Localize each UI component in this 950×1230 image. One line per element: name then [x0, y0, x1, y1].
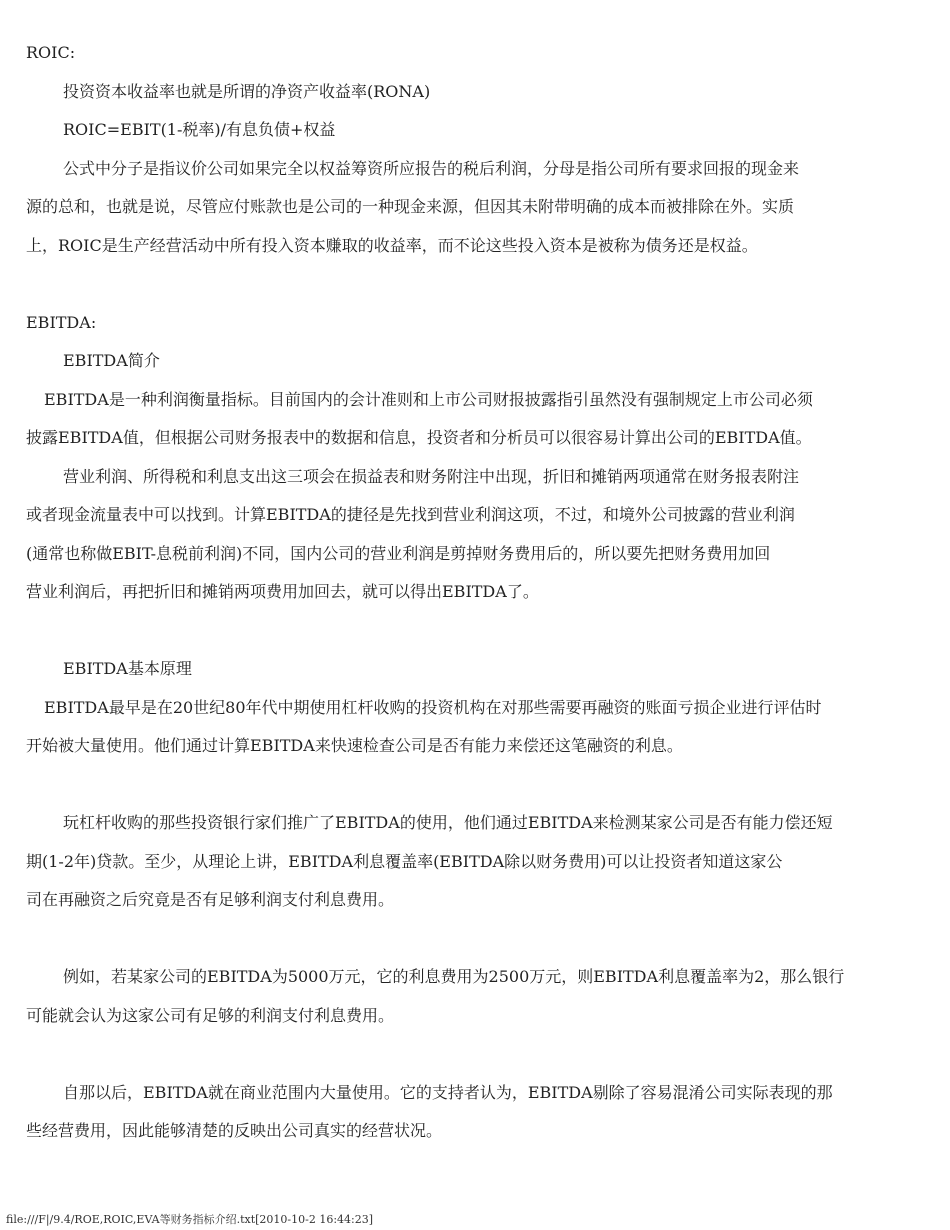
ebitda-principle-line: EBITDA最早是在20世纪80年代中期使用杠杆收购的投资机构在对那些需要再融资的账面亏损企业进行评估时 [44, 697, 822, 717]
ebitda-intro-line: 披露EBITDA值，但根据公司财务报表中的数据和信息，投资者和分析员可以很容易计算出公司的EBITDA值。 [26, 428, 812, 447]
roic-explanation-line: 源的总和，也就是说，尽管应付账款也是公司的一种现金来源，但因其未附带明确的成本而被排除在外。实质 [26, 197, 795, 216]
blank-line [26, 265, 920, 304]
roic-formula: ROIC=EBIT(1-税率)/有息负债+权益 [63, 120, 336, 139]
roic-explanation-line: 公式中分子是指议价公司如果完全以权益筹资所应报告的税后利润，分母是指公司所有要求回报的现金来 [63, 158, 800, 178]
ebitda-heading: EBITDA: [26, 312, 97, 332]
ebitda-principle-title: EBITDA基本原理 [63, 659, 192, 678]
ebitda-intro-line: EBITDA是一种利润衡量指标。目前国内的会计准则和上市公司财报披露指引虽然没有强制规定上市公司必须 [44, 389, 813, 409]
ebitda-calc-line: 营业利润后，再把折旧和摊销两项费用加回去，就可以得出EBITDA了。 [26, 582, 539, 601]
roic-explanation-line: 上，ROIC是生产经营活动中所有投入资本赚取的收益率，而不论这些投入资本是被称为债务还是权益。 [26, 235, 758, 255]
ebitda-calc-line: 或者现金流量表中可以找到。计算EBITDA的捷径是先找到营业利润这项，不过，和境外公司披露的营业利润 [26, 505, 795, 524]
ebitda-calc-line: 营业利润、所得税和利息支出这三项会在损益表和财务附注中出现，折旧和摊销两项通常在财务报表附注 [63, 466, 800, 486]
blank-line [26, 766, 920, 805]
ebitda-intro-title: EBITDA简介 [63, 351, 160, 370]
ebitda-principle-line: 开始被大量使用。他们通过计算EBITDA来快速检查公司是否有能力来偿还这笔融资的利息。 [26, 736, 683, 755]
file-path-footer: file:///F|/9.4/ROE,ROIC,EVA等财务指标介绍.txt[2010-10-2 16:44:23] [6, 1213, 374, 1226]
roic-heading: ROIC: [26, 43, 76, 62]
blank-line [26, 1035, 920, 1074]
ebitda-calc-line: (通常也称做EBIT-息税前利润)不同，国内公司的营业利润是剪掉财务费用后的，所以要先把财务费用加回 [26, 543, 771, 563]
ebitda-bankers-line: 玩杠杆收购的那些投资银行家们推广了EBITDA的使用，他们通过EBITDA来检测某家公司是否有能力偿还短 [63, 813, 833, 832]
blank-line [26, 612, 920, 651]
roic-definition: 投资资本收益率也就是所谓的净资产收益率(RONA) [63, 81, 431, 101]
ebitda-example-line: 例如，若某家公司的EBITDA为5000万元，它的利息费用为2500万元，则EBITDA利息覆盖率为2，那么银行 [63, 967, 845, 986]
document-body [26, 34, 920, 1151]
ebitda-since-line: 自那以后，EBITDA就在商业范围内大量使用。它的支持者认为，EBITDA剔除了容易混淆公司实际表现的那 [63, 1082, 833, 1102]
blank-line [26, 920, 920, 959]
ebitda-example-line: 可能就会认为这家公司有足够的利润支付利息费用。 [26, 1005, 395, 1025]
ebitda-since-line: 些经营费用，因此能够清楚的反映出公司真实的经营状况。 [26, 1121, 443, 1140]
ebitda-bankers-line: 期(1-2年)贷款。至少，从理论上讲，EBITDA利息覆盖率(EBITDA除以财务费用)可以让投资者知道这家公 [26, 851, 783, 871]
ebitda-bankers-line: 司在再融资之后究竟是否有足够利润支付利息费用。 [26, 890, 395, 909]
